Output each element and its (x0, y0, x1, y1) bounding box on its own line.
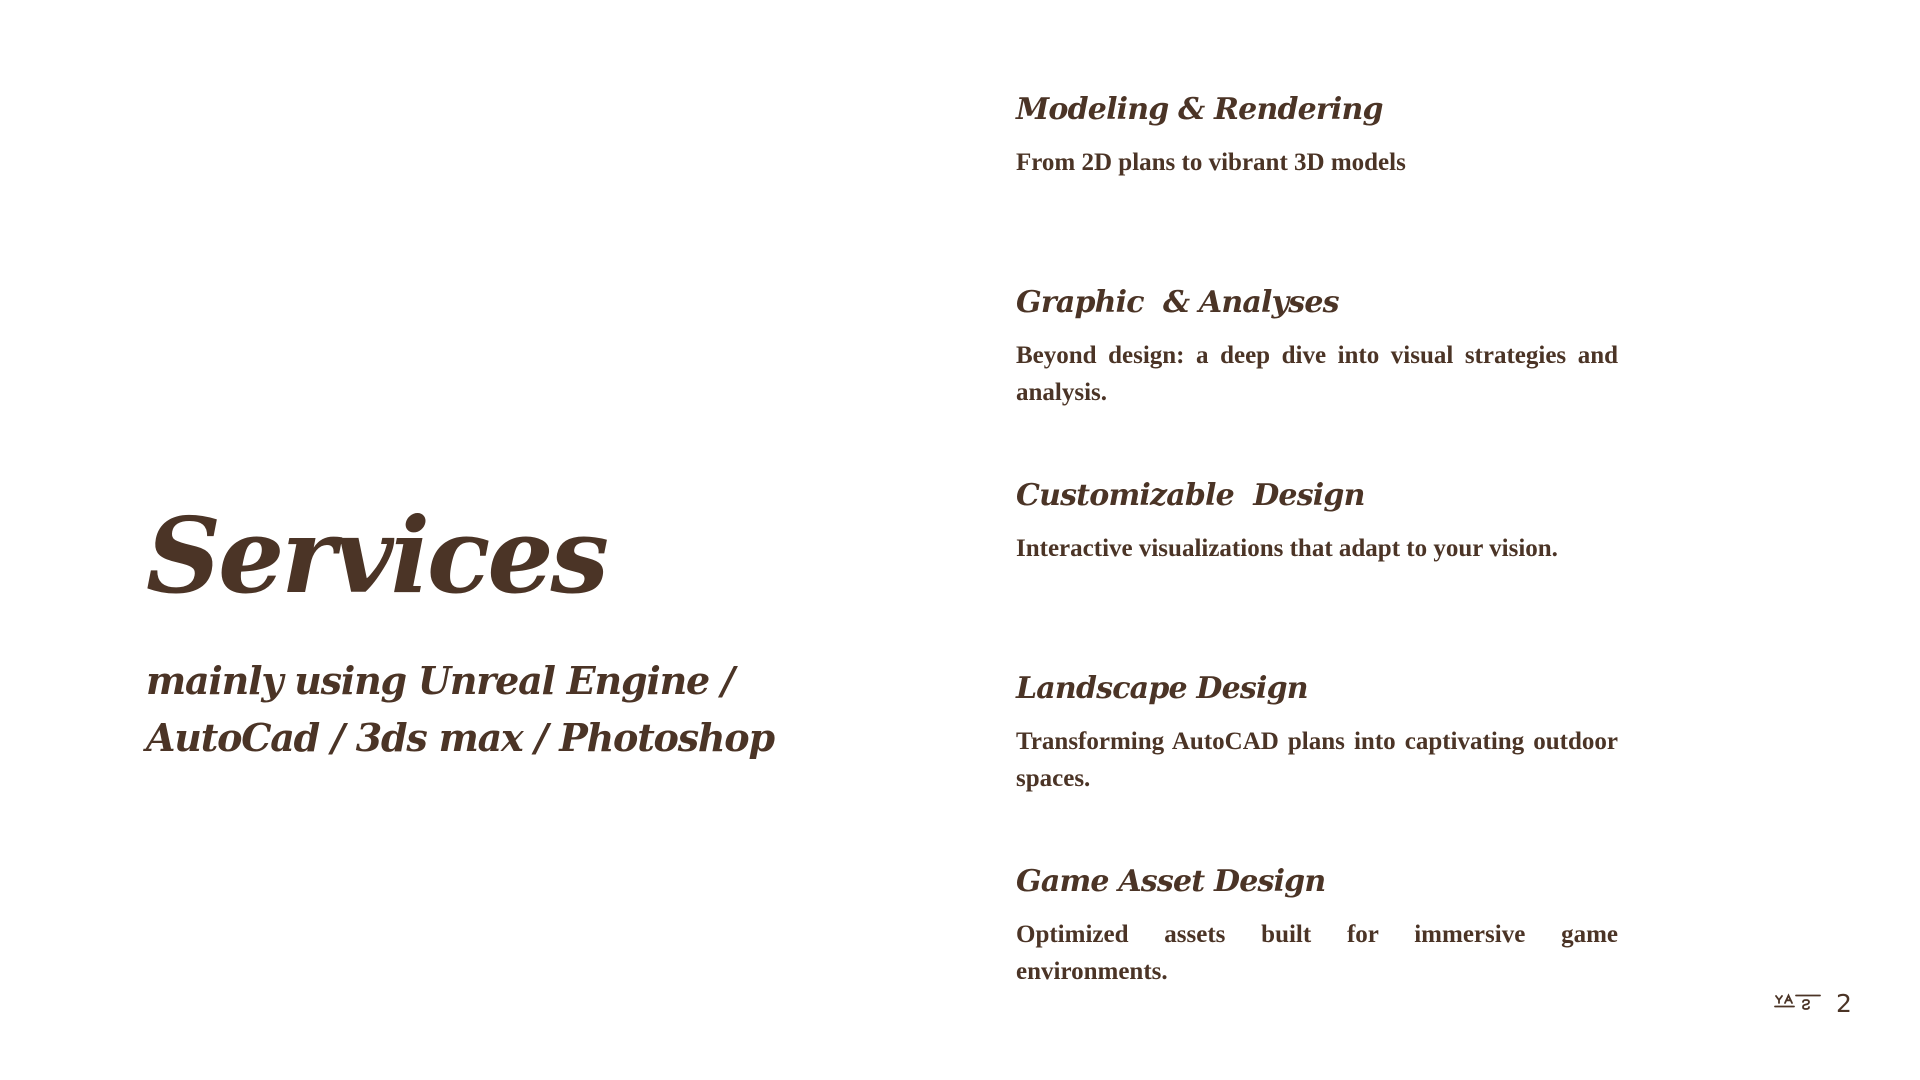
service-description: Transforming AutoCAD plans into captivating outdoor spaces. (1016, 728, 1618, 792)
service-graphic-analyses (1016, 277, 1618, 470)
service-title: Landscape Design (1016, 671, 1308, 706)
page-number: 2 (1836, 988, 1852, 1018)
service-title: Customizable Design (1016, 478, 1365, 513)
service-landscape-design (1016, 663, 1618, 856)
title-block (146, 494, 966, 766)
subtitle-line-1: mainly using Unreal Engine / (146, 658, 734, 704)
service-title: Game Asset Design (1016, 864, 1326, 899)
tools-subtitle (146, 652, 966, 766)
services-list (1016, 84, 1618, 1049)
service-game-asset-design (1016, 856, 1618, 1049)
service-title: Modeling & Rendering (1016, 92, 1383, 127)
service-description: Beyond design: a deep dive into visual strategies and analysis. (1016, 342, 1618, 406)
page-footer (1774, 983, 1852, 1023)
service-title: Graphic & Analyses (1016, 285, 1339, 320)
subtitle-line-2: AutoCad / 3ds max / Photoshop (146, 715, 774, 761)
service-description: From 2D plans to vibrant 3D models (1016, 149, 1406, 176)
service-description: Interactive visualizations that adapt to your vision. (1016, 535, 1558, 562)
yas-logo-icon (1774, 992, 1822, 1014)
service-customizable-design (1016, 470, 1618, 663)
service-modeling-rendering (1016, 84, 1618, 277)
page-title: Services (146, 494, 607, 617)
service-description: Optimized assets built for immersive game environments. (1016, 921, 1618, 985)
